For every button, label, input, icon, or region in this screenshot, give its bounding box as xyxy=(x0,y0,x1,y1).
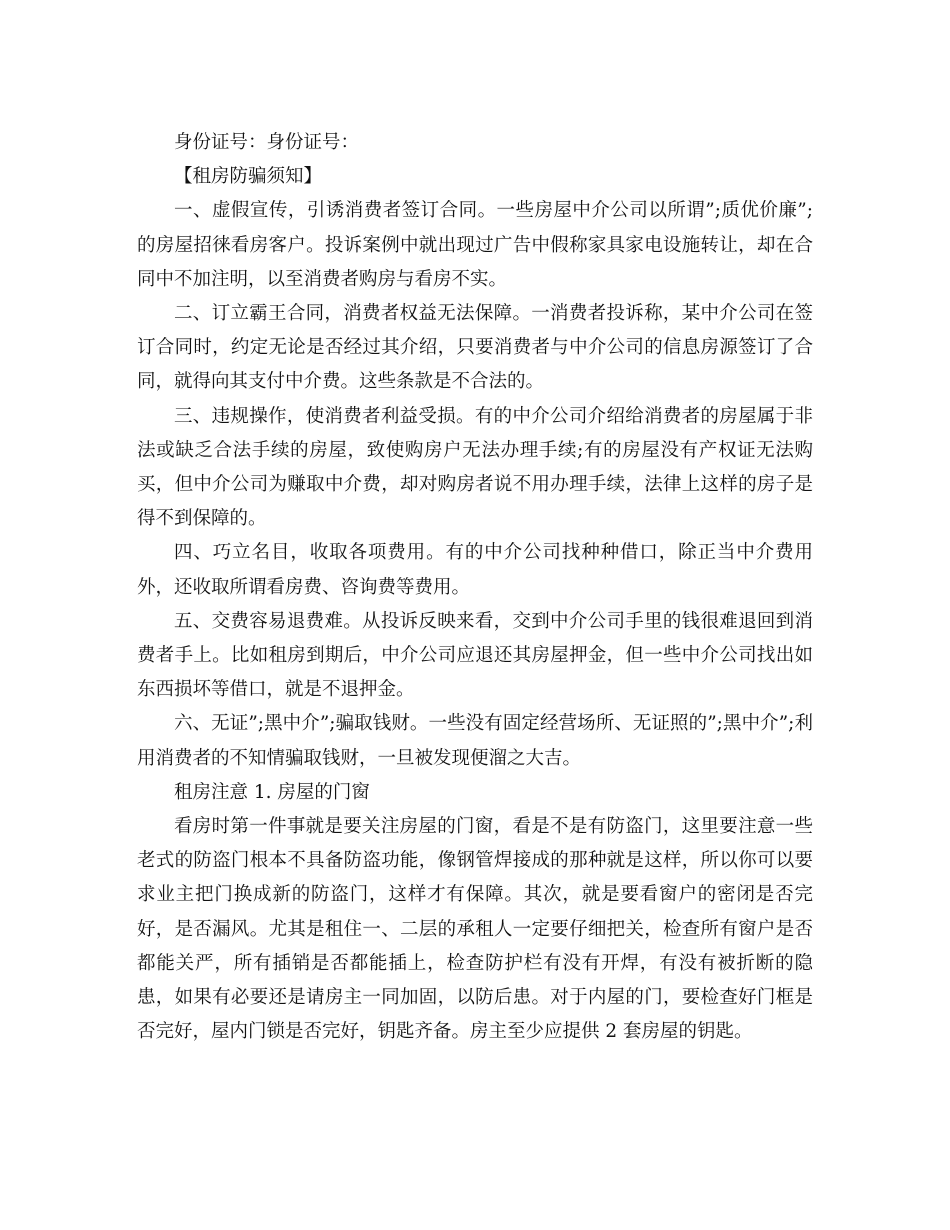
paragraph-illegal-operation: 三、违规操作，使消费者利益受损。有的中介公司介绍给消费者的房屋属于非法或缺乏合法手续的房屋，致使购房户无法办理手续;有的房屋没有产权证无法购买，但中介公司为赚取中介费，却对购房者说不用办理手续，法律上这样的房子是得不到保障的。 xyxy=(137,405,813,530)
paragraph-unlicensed-agents: 六、无证”;黑中介”;骗取钱财。一些没有固定经营场所、无证照的”;黑中介”;利用消费者的不知情骗取钱财，一旦被发现便溜之大吉。 xyxy=(137,713,813,769)
paragraph-doors-windows: 看房时第一件事就是要关注房屋的门窗，看是不是有防盗门，这里要注意一些老式的防盗门根本不具备防盗功能，像钢管焊接成的那种就是这样，所以你可以要求业主把门换成新的防盗门，这样才有保障。其次，就是要看窗户的密闭是否完好，是否漏风。尤其是租住一、二层的承租人一定要仔细把关，检查所有窗户是否都能关严，所有插销是否都能插上，检查防护栏有没有开焊，有没有被折断的隐患，如果有必要还是请房主一同加固，以防后患。对于内屋的门，要检查好门框是否完好，屋内门锁是否完好，钥匙齐备。房主至少应提供 2 套房屋的钥匙。 xyxy=(137,816,813,1043)
paragraph-refund-difficulty: 五、交费容易退费难。从投诉反映来看，交到中介公司手里的钱很难退回到消费者手上。比如租房到期后，中介公司应退还其房屋押金，但一些中介公司找出如东西损坏等借口，就是不退押金。 xyxy=(137,610,813,701)
paragraph-extra-fees: 四、巧立名目，收取各项费用。有的中介公司找种种借口，除正当中介费用外，还收取所谓看房费、咨询费等费用。 xyxy=(137,542,813,598)
paragraph-false-advertising: 一、虚假宣传，引诱消费者签订合同。一些房屋中介公司以所谓”;质优价廉”;的房屋招徕看房客户。投诉案例中就出现过广告中假称家具家电设施转让，却在合同中不加注明，以至消费者购房与看房不实。 xyxy=(137,200,813,290)
id-number-line: 身份证号：身份证号： xyxy=(174,132,360,153)
document-page xyxy=(137,126,813,1049)
section-title-rental-fraud-notice: 【租房防骗须知】 xyxy=(174,166,323,188)
section-title-doors-windows: 租房注意 1. 房屋的门窗 xyxy=(174,781,370,803)
paragraph-unfair-contract: 二、订立霸王合同，消费者权益无法保障。一消费者投诉称，某中介公司在签订合同时，约定无论是否经过其介绍，只要消费者与中介公司的信息房源签订了合同，就得向其支付中介费。这些条款是不合法的。 xyxy=(137,303,813,393)
